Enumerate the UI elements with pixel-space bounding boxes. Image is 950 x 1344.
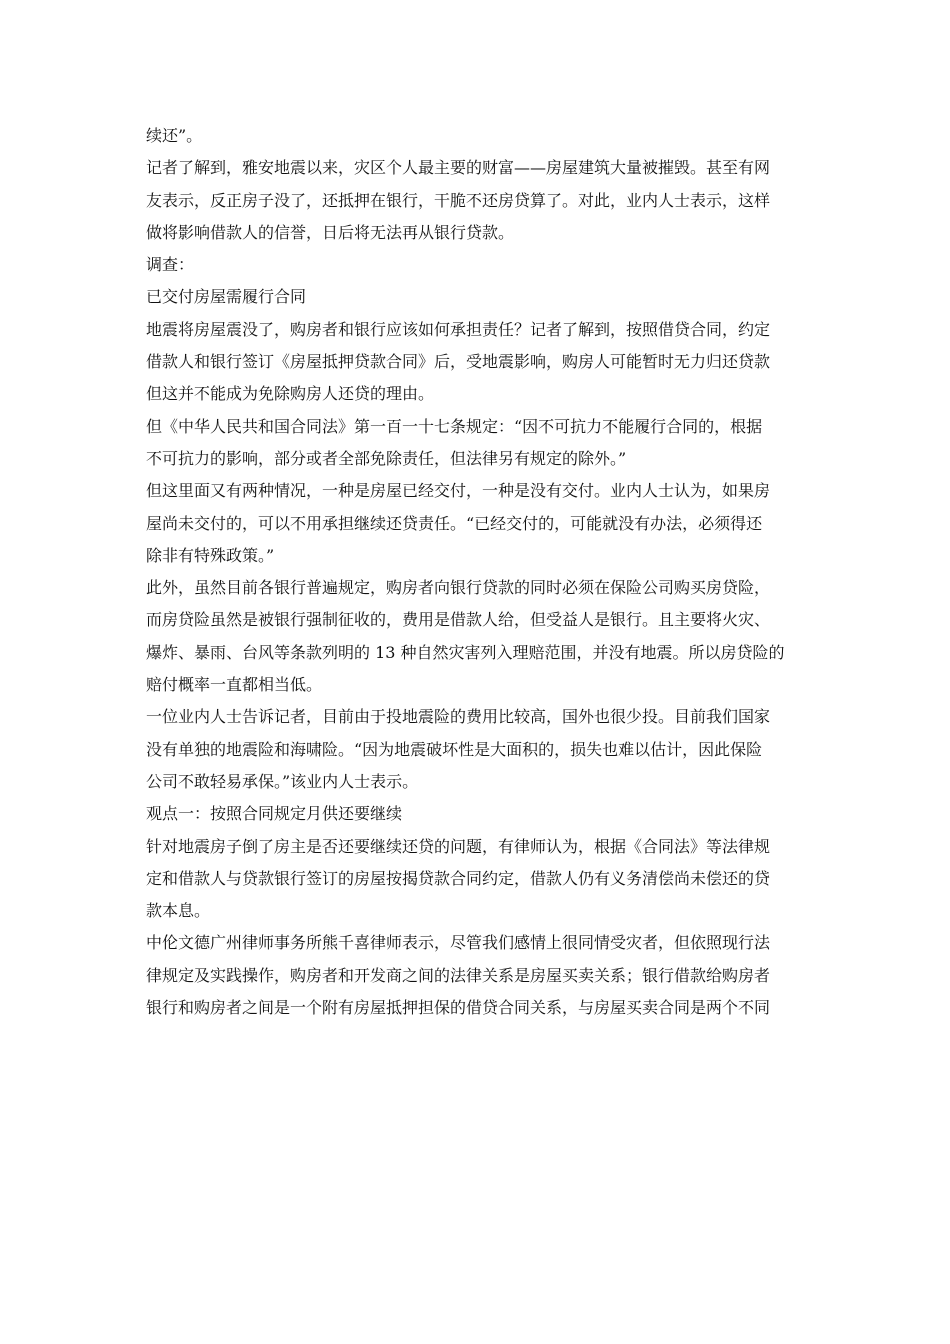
- text-line: 律规定及实践操作，购房者和开发商之间的法律关系是房屋买卖关系；银行借款给购房者: [146, 965, 771, 985]
- text-line: 一位业内人士告诉记者，目前由于投地震险的费用比较高，国外也很少投。目前我们国家: [146, 707, 771, 727]
- text-line: 爆炸、暴雨、台风等条款列明的 13 种自然灾害列入理赔范围，并没有地震。所以房贷险的: [146, 642, 785, 662]
- text-line: 借款人和银行签订《房屋抵押贷款合同》后，受地震影响，购房人可能暂时无力归还贷款: [146, 352, 771, 372]
- text-line: 而房贷险虽然是被银行强制征收的，费用是借款人给，但受益人是银行。且主要将火灾、: [146, 610, 771, 630]
- text-line: 中伦文德广州律师事务所熊千喜律师表示，尽管我们感情上很同情受灾者，但依照现行法: [146, 933, 771, 953]
- text-line: 记者了解到，雅安地震以来，灾区个人最主要的财富——房屋建筑大量被摧毁。甚至有网: [146, 158, 771, 178]
- text-line: 屋尚未交付的，可以不用承担继续还贷责任。“已经交付的，可能就没有办法，必须得还: [146, 513, 763, 533]
- subheading: 观点一：按照合同规定月供还要继续: [146, 804, 403, 824]
- text-line: 但《中华人民共和国合同法》第一百一十七条规定：“因不可抗力不能履行合同的，根据: [146, 416, 763, 436]
- text-line: 地震将房屋震没了，购房者和银行应该如何承担责任？记者了解到，按照借贷合同，约定: [146, 319, 771, 339]
- text-line: 友表示，反正房子没了，还抵押在银行，干脆不还房贷算了。对此，业内人士表示，这样: [146, 190, 771, 210]
- subheading: 已交付房屋需履行合同: [146, 287, 307, 307]
- text-line: 针对地震房子倒了房主是否还要继续还贷的问题，有律师认为，根据《合同法》等法律规: [146, 836, 771, 856]
- text-line: 不可抗力的影响，部分或者全部免除责任，但法律另有规定的除外。”: [146, 448, 627, 468]
- text-line: 但这并不能成为免除购房人还贷的理由。: [146, 384, 435, 404]
- text-line: 但这里面又有两种情况，一种是房屋已经交付，一种是没有交付。业内人士认为，如果房: [146, 481, 771, 501]
- text-line: 公司不敢轻易承保。”该业内人士表示。: [146, 771, 419, 791]
- document-page: [146, 120, 814, 1024]
- text-line: 银行和购房者之间是一个附有房屋抵押担保的借贷合同关系，与房屋买卖合同是两个不同: [146, 998, 771, 1018]
- text-line: 此外，虽然目前各银行普遍规定，购房者向银行贷款的同时必须在保险公司购买房贷险，: [146, 578, 771, 598]
- text-line: 做将影响借款人的信誉，日后将无法再从银行贷款。: [146, 222, 515, 242]
- text-line: 没有单独的地震险和海啸险。“因为地震破坏性是大面积的，损失也难以估计，因此保险: [146, 739, 763, 759]
- text-line: 续还”。: [146, 126, 203, 145]
- text-line: 款本息。: [146, 901, 211, 921]
- section-heading: 调查：: [146, 255, 195, 275]
- text-line: 赔付概率一直都相当低。: [146, 675, 323, 695]
- text-line: 定和借款人与贷款银行签订的房屋按揭贷款合同约定，借款人仍有义务清偿尚未偿还的贷: [146, 868, 771, 888]
- text-line: 除非有特殊政策。”: [146, 545, 275, 565]
